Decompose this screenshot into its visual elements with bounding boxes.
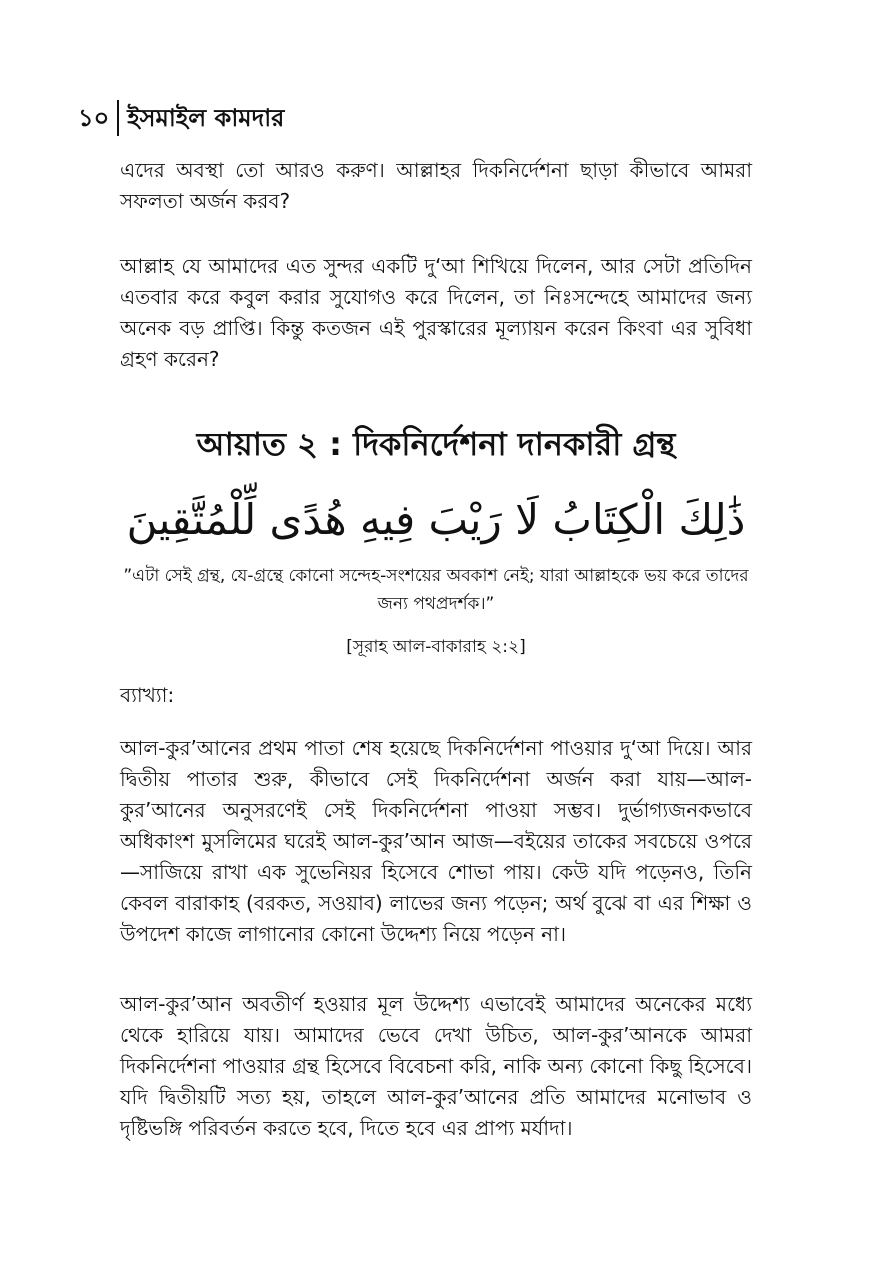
paragraph: এদের অবস্থা তো আরও করুণ। আল্লাহর দিকনির্দেশনা ছাড়া কীভাবে আমরা সফলতা অর্জন করব? (120, 158, 752, 213)
running-header (78, 100, 284, 136)
author-name: ইসমাইল কামদার (127, 104, 285, 132)
paragraph: আল-কুর’আন অবতীর্ণ হওয়ার মূল উদ্দেশ্য এভাবেই আমাদের অনেকের মধ্যে থেকে হারিয়ে যায়। আমাদের ভেবে দেখা উচিত, আল-কুর’আনকে আমরা দিকনির্দেশনা পাওয়ার গ্রন্থ হিসেবে বিবেচনা করি, নাকি অন্য কোনো কিছু হিসেবে। যদি দ্বিতীয়টি সত্য হয়, তাহলে আল-কুর’আনের প্রতি আমাদের মনোভাব ও দৃষ্টিভঙ্গি পরিবর্তন করতে হবে, দিতে হবে এর প্রাপ্য মর্যাদা। (120, 992, 752, 1140)
explanation-label: ব্যাখ্যা: (120, 683, 175, 707)
page-number: ১০ (78, 104, 110, 132)
header-divider (117, 100, 119, 136)
arabic-verse: ذَٰلِكَ الْكِتَابُ لَا رَيْبَ فِيهِ هُدًى لِّلْمُتَّقِينَ (126, 495, 746, 544)
paragraph: আল্লাহ যে আমাদের এত সুন্দর একটি দু‘আ শিখিয়ে দিলেন, আর সেটা প্রতিদিন এতবার করে কবুল করার সুযোগও করে দিলেন, তা নিঃসন্দেহে আমাদের জন্য অনেক বড় প্রাপ্তি। কিন্তু কতজন এই পুরস্কারের মূল্যায়ন করেন কিংবা এর সুবিধা গ্রহণ করেন? (120, 254, 752, 371)
verse-translation: ”এটা সেই গ্রন্থ, যে-গ্রন্থে কোনো সন্দেহ-সংশয়ের অবকাশ নেই; যারা আল্লাহকে ভয় করে তাদের জন্য পথপ্রদর্শক।” (123, 566, 749, 614)
verse-reference: [সূরাহ আল-বাকারাহ ২:২] (346, 637, 526, 657)
paragraph: আল-কুর’আনের প্রথম পাতা শেষ হয়েছে দিকনির্দেশনা পাওয়ার দু‘আ দিয়ে। আর দ্বিতীয় পাতার শুরু, কীভাবে সেই দিকনির্দেশনা অর্জন করা যায়—আল-কুর’আনের অনুসরণেই সেই দিকনির্দেশনা পাওয়া সম্ভব। দুর্ভাগ্যজনকভাবে অধিকাংশ মুসলিমের ঘরেই আল-কুর’আন আজ—বইয়ের তাকের সবচেয়ে ওপরে—সাজিয়ে রাখা এক সুভেনিয়র হিসেবে শোভা পায়। কেউ যদি পড়েনও, তিনি কেবল বারাকাহ (বরকত, সওয়াব) লাভের জন্য পড়েন; অর্থ বুঝে বা এর শিক্ষা ও উপদেশ কাজে লাগানোর কোনো উদ্দেশ্য নিয়ে পড়েন না। (120, 736, 752, 946)
section-heading: আয়াত ২ : দিকনির্দেশনা দানকারী গ্রন্থ (196, 425, 676, 463)
